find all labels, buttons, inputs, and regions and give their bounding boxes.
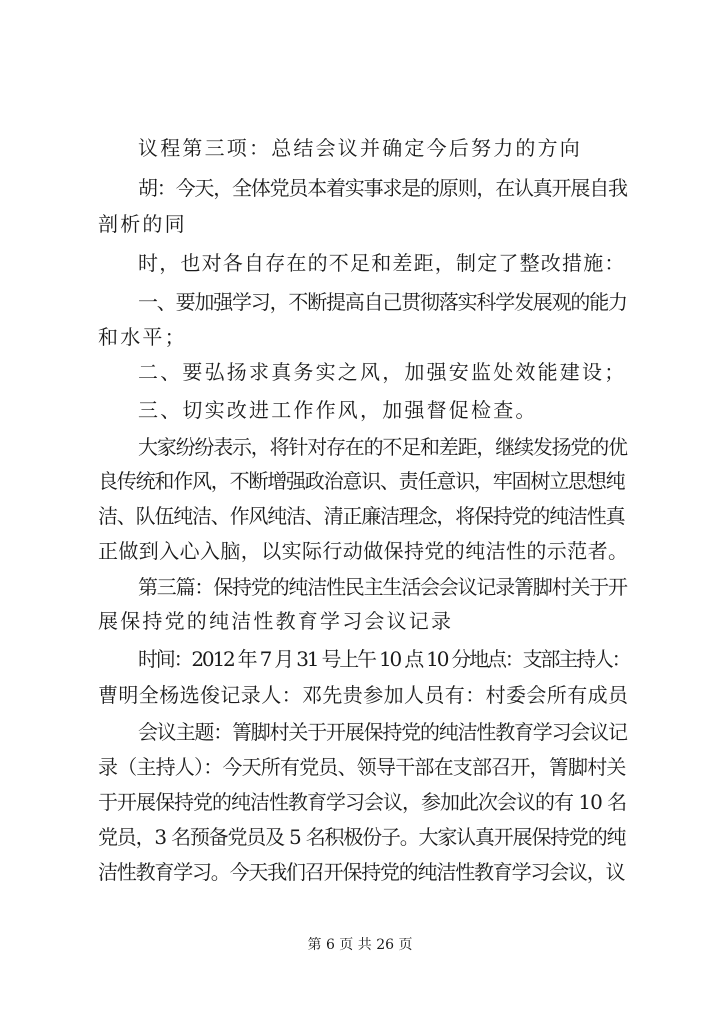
paragraph-line: 时，也对各自存在的不足和差距，制定了整改措施： bbox=[138, 251, 626, 275]
paragraph-line: 录（主持人）：今天所有党员、领导干部在支部召开，箐脚村关 bbox=[98, 755, 626, 779]
paragraph-line: 洁性教育学习。今天我们召开保持党的纯洁性教育学习会议，议 bbox=[98, 860, 625, 884]
meeting-info-line: 时间：2012 年 7 月 31 号上午 10 点 10 分地点：支部主持人： bbox=[138, 647, 630, 671]
paragraph-line: 洁、队伍纯洁、作风纯洁、清正廉洁理念，将保持党的纯洁性真 bbox=[98, 504, 625, 528]
list-item-1-cont: 和水平； bbox=[98, 325, 187, 349]
list-item-1: 一、要加强学习，不断提高自己贯彻落实科学发展观的能力 bbox=[138, 290, 627, 314]
page-number-footer: 第 6 页 共 26 页 bbox=[307, 937, 413, 953]
list-item-2: 二、要弘扬求真务实之风，加强安监处效能建设； bbox=[138, 360, 627, 384]
section-heading: 第三篇：保持党的纯洁性民主生活会会议记录箐脚村关于开 bbox=[138, 575, 627, 599]
meeting-info-line: 曹明全杨选俊记录人：邓先贵参加人员有：村委会所有成员 bbox=[98, 683, 629, 707]
paragraph-line: 大家纷纷表示，将针对存在的不足和差距，继续发扬党的优 bbox=[138, 435, 627, 459]
list-item-3: 三、切实改进工作作风，加强督促检查。 bbox=[138, 398, 538, 422]
paragraph-line: 正做到入心入脑，以实际行动做保持党的纯洁性的示范者。 bbox=[98, 539, 629, 563]
paragraph-line: 剖析的同 bbox=[98, 212, 187, 236]
agenda-item-3: 议程第三项：总结会议并确定今后努力的方向 bbox=[138, 136, 582, 160]
paragraph-line: 于开展保持党的纯洁性教育学习会议，参加此次会议的有 10 名 bbox=[98, 790, 627, 814]
paragraph-line: 党员，3 名预备党员及 5 名积极份子。大家认真开展保持党的纯 bbox=[98, 825, 626, 849]
section-heading-cont: 展保持党的纯洁性教育学习会议记录 bbox=[98, 609, 454, 633]
meeting-topic-line: 会议主题：箐脚村关于开展保持党的纯洁性教育学习会议记 bbox=[138, 720, 627, 744]
paragraph-line: 胡：今天，全体党员本着实事求是的原则，在认真开展自我 bbox=[138, 176, 627, 200]
paragraph-line: 良传统和作风，不断增强政治意识、责任意识，牢固树立思想纯 bbox=[98, 469, 625, 493]
